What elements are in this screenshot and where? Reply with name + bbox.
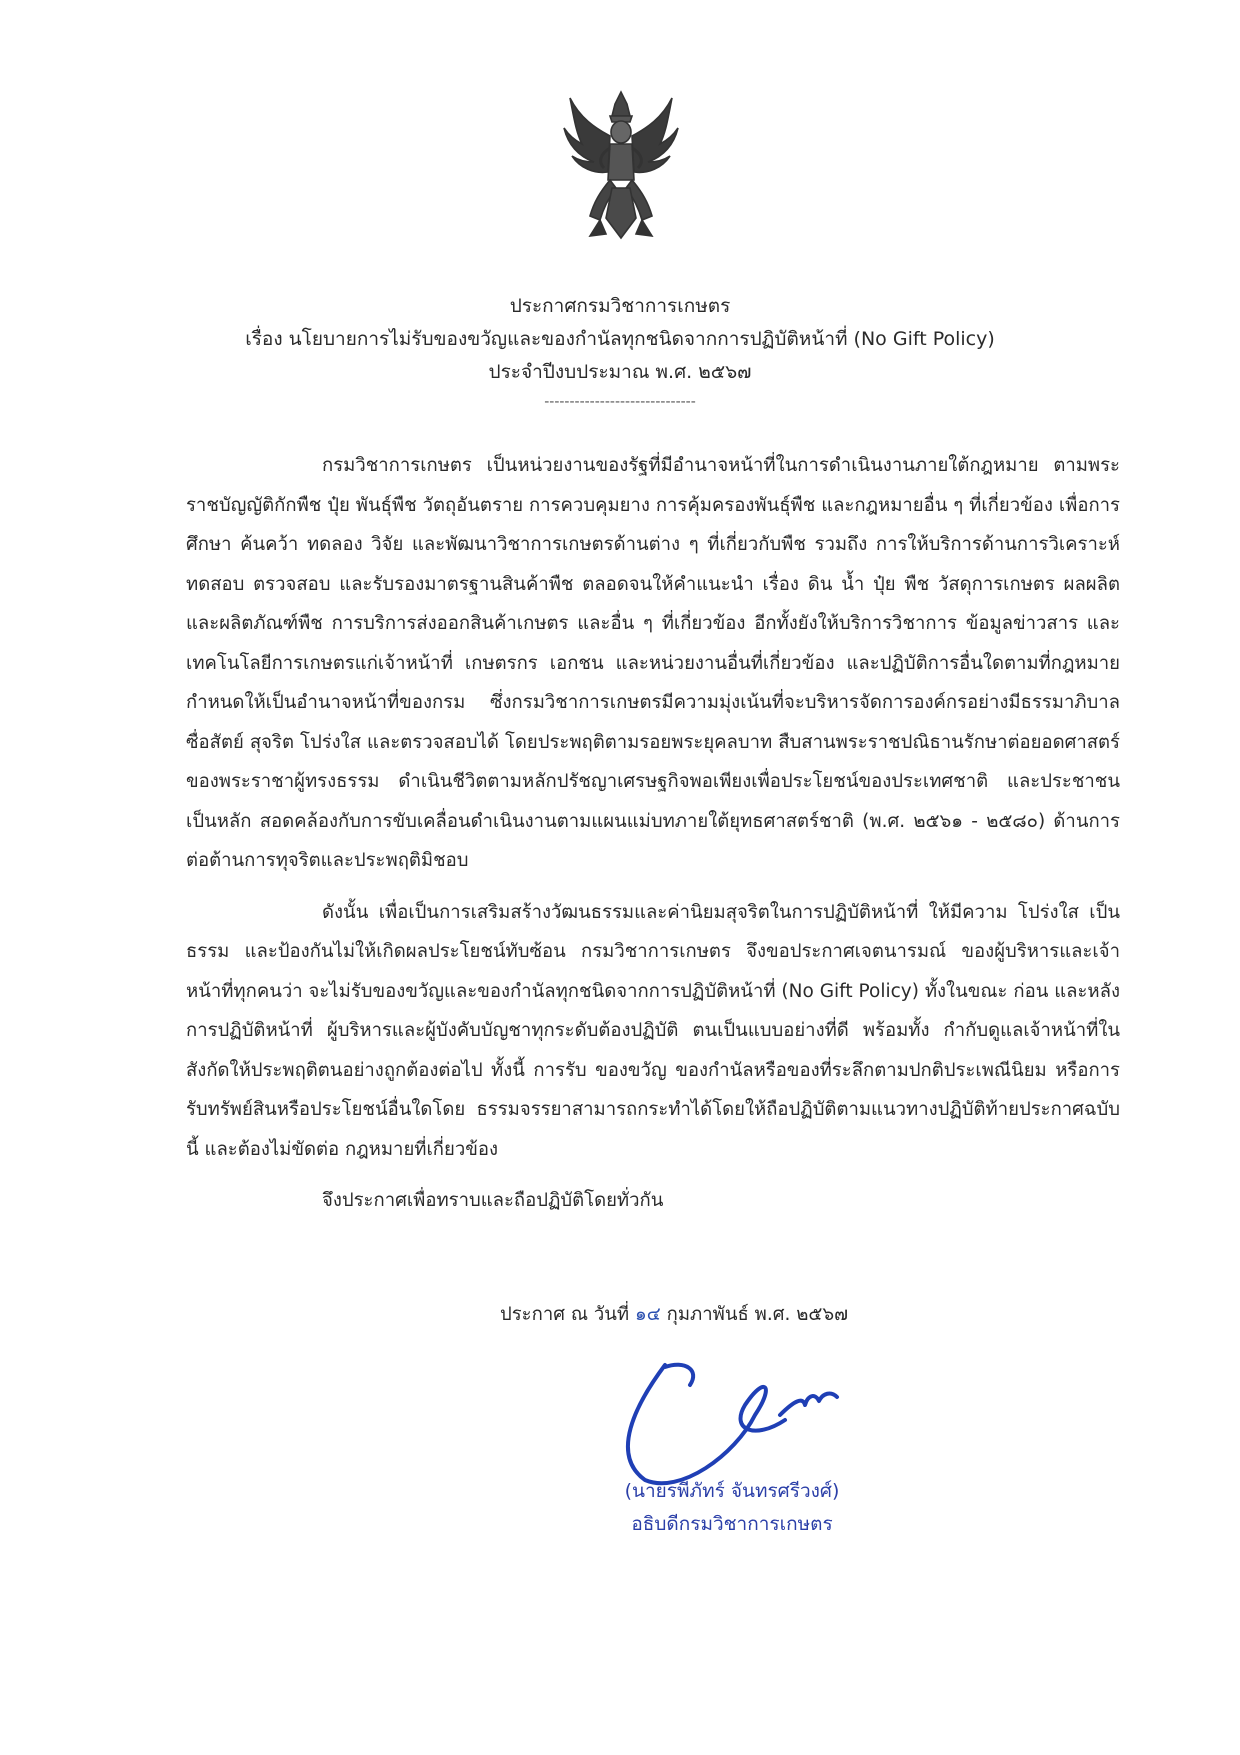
document-header	[120, 290, 1120, 415]
body-paragraph-2: ดังนั้น เพื่อเป็นการเสริมสร้างวัฒนธรรมและค่านิยมสุจริตในการปฏิบัติหน้าที่ ให้มีความ โปร่งใส เป็นธรรม และป้องกันไม่ให้เกิดผลประโยชน์ทับซ้อน กรมวิชาการเกษตร จึงขอประกาศเจตนารมณ์ ของผู้บริหารและเจ้าหน้าที่ทุกคนว่า จะไม่รับของขวัญและของกำนัลทุกชนิดจากการปฏิบัติหน้าที่ (No Gift Policy) ทั้งในขณะ ก่อน และหลังการปฏิบัติหน้าที่ ผู้บริหารและผู้บังคับบัญชาทุกระดับต้องปฏิบัติ ตนเป็นแบบอย่างที่ดี พร้อมทั้ง กำกับดูแลเจ้าหน้าที่ในสังกัดให้ประพฤติตนอย่างถูกต้องต่อไป ทั้งนี้ การรับ ของขวัญ ของกำนัลหรือของที่ระลึกตามปกติประเพณีนิยม หรือการรับทรัพย์สินหรือประโยชน์อื่นใดโดย ธรรมจรรยาสามารถกระทำได้โดยให้ถือปฏิบัติตามแนวทางปฏิบัติท้ายประกาศฉบับนี้ และต้องไม่ขัดต่อ กฎหมายที่เกี่ยวข้อง	[186, 901, 1120, 1160]
handwritten-signature	[605, 1345, 885, 1495]
document-subject: เรื่อง นโยบายการไม่รับของขวัญและของกำนัลทุกชนิดจากการปฏิบัติหน้าที่ (No Gift Policy)	[245, 328, 995, 350]
signatory-name: (นายรพีภัทร์ จันทรศรีวงศ์)	[624, 1480, 840, 1502]
header-divider: ------------------------------	[544, 394, 696, 410]
signatory-block	[582, 1475, 882, 1541]
announcement-month-year: กุมภาพันธ์ พ.ศ. ๒๕๖๗	[666, 1304, 849, 1325]
garuda-emblem-icon	[560, 88, 682, 248]
signatory-position: อธิบดีกรมวิชาการเกษตร	[631, 1513, 833, 1535]
body-paragraph-1: กรมวิชาการเกษตร เป็นหน่วยงานของรัฐที่มีอำนาจหน้าที่ในการดำเนินงานภายใต้กฎหมาย ตามพระราชบัญญัติกักพืช ปุ๋ย พันธุ์พืช วัตถุอันตราย การควบคุมยาง การคุ้มครองพันธุ์พืช และกฎหมายอื่น ๆ ที่เกี่ยวข้อง เพื่อการศึกษา ค้นคว้า ทดลอง วิจัย และพัฒนาวิชาการเกษตรด้านต่าง ๆ ที่เกี่ยวกับพืช รวมถึง การให้บริการด้านการวิเคราะห์ ทดสอบ ตรวจสอบ และรับรองมาตรฐานสินค้าพืช ตลอดจนให้คำแนะนำ เรื่อง ดิน น้ำ ปุ๋ย พืช วัสดุการเกษตร ผลผลิต และผลิตภัณฑ์พืช การบริการส่งออกสินค้าเกษตร และอื่น ๆ ที่เกี่ยวข้อง อีกทั้งยังให้บริการวิชาการ ข้อมูลข่าวสาร และเทคโนโลยีการเกษตรแก่เจ้าหน้าที่ เกษตรกร เอกชน และหน่วยงานอื่นที่เกี่ยวข้อง และปฏิบัติการอื่นใดตามที่กฎหมายกำหนดให้เป็นอำนาจหน้าที่ของกรม ซึ่งกรมวิชาการเกษตรมีความมุ่งเน้นที่จะบริหารจัดการองค์กรอย่างมีธรรมาภิบาล ซื่อสัตย์ สุจริต โปร่งใส และตรวจสอบได้ โดยประพฤติตามรอยพระยุคลบาท สืบสานพระราชปณิธานรักษาต่อยอดศาสตร์ ของพระราชาผู้ทรงธรรม ดำเนินชีวิตตามหลักปรัชญาเศรษฐกิจพอเพียงเพื่อประโยชน์ของประเทศชาติ และประชาชนเป็นหลัก สอดคล้องกับการขับเคลื่อนดำเนินงานตามแผนแม่บทภายใต้ยุทธศาสตร์ชาติ (พ.ศ. ๒๕๖๑ - ๒๕๘๐) ด้านการต่อต้านการทุจริตและประพฤติมิชอบ	[186, 455, 1120, 871]
announcement-day: ๑๔	[635, 1304, 661, 1325]
fiscal-year: ประจำปีงบประมาณ พ.ศ. ๒๕๖๗	[488, 361, 752, 383]
closing-statement: จึงประกาศเพื่อทราบและถือปฏิบัติโดยทั่วกัน	[322, 1190, 664, 1211]
org-title: ประกาศกรมวิชาการเกษตร	[509, 295, 731, 317]
document-body	[186, 446, 1120, 1221]
announcement-prefix: ประกาศ ณ วันที่	[500, 1304, 630, 1325]
announcement-date	[500, 1300, 1000, 1330]
